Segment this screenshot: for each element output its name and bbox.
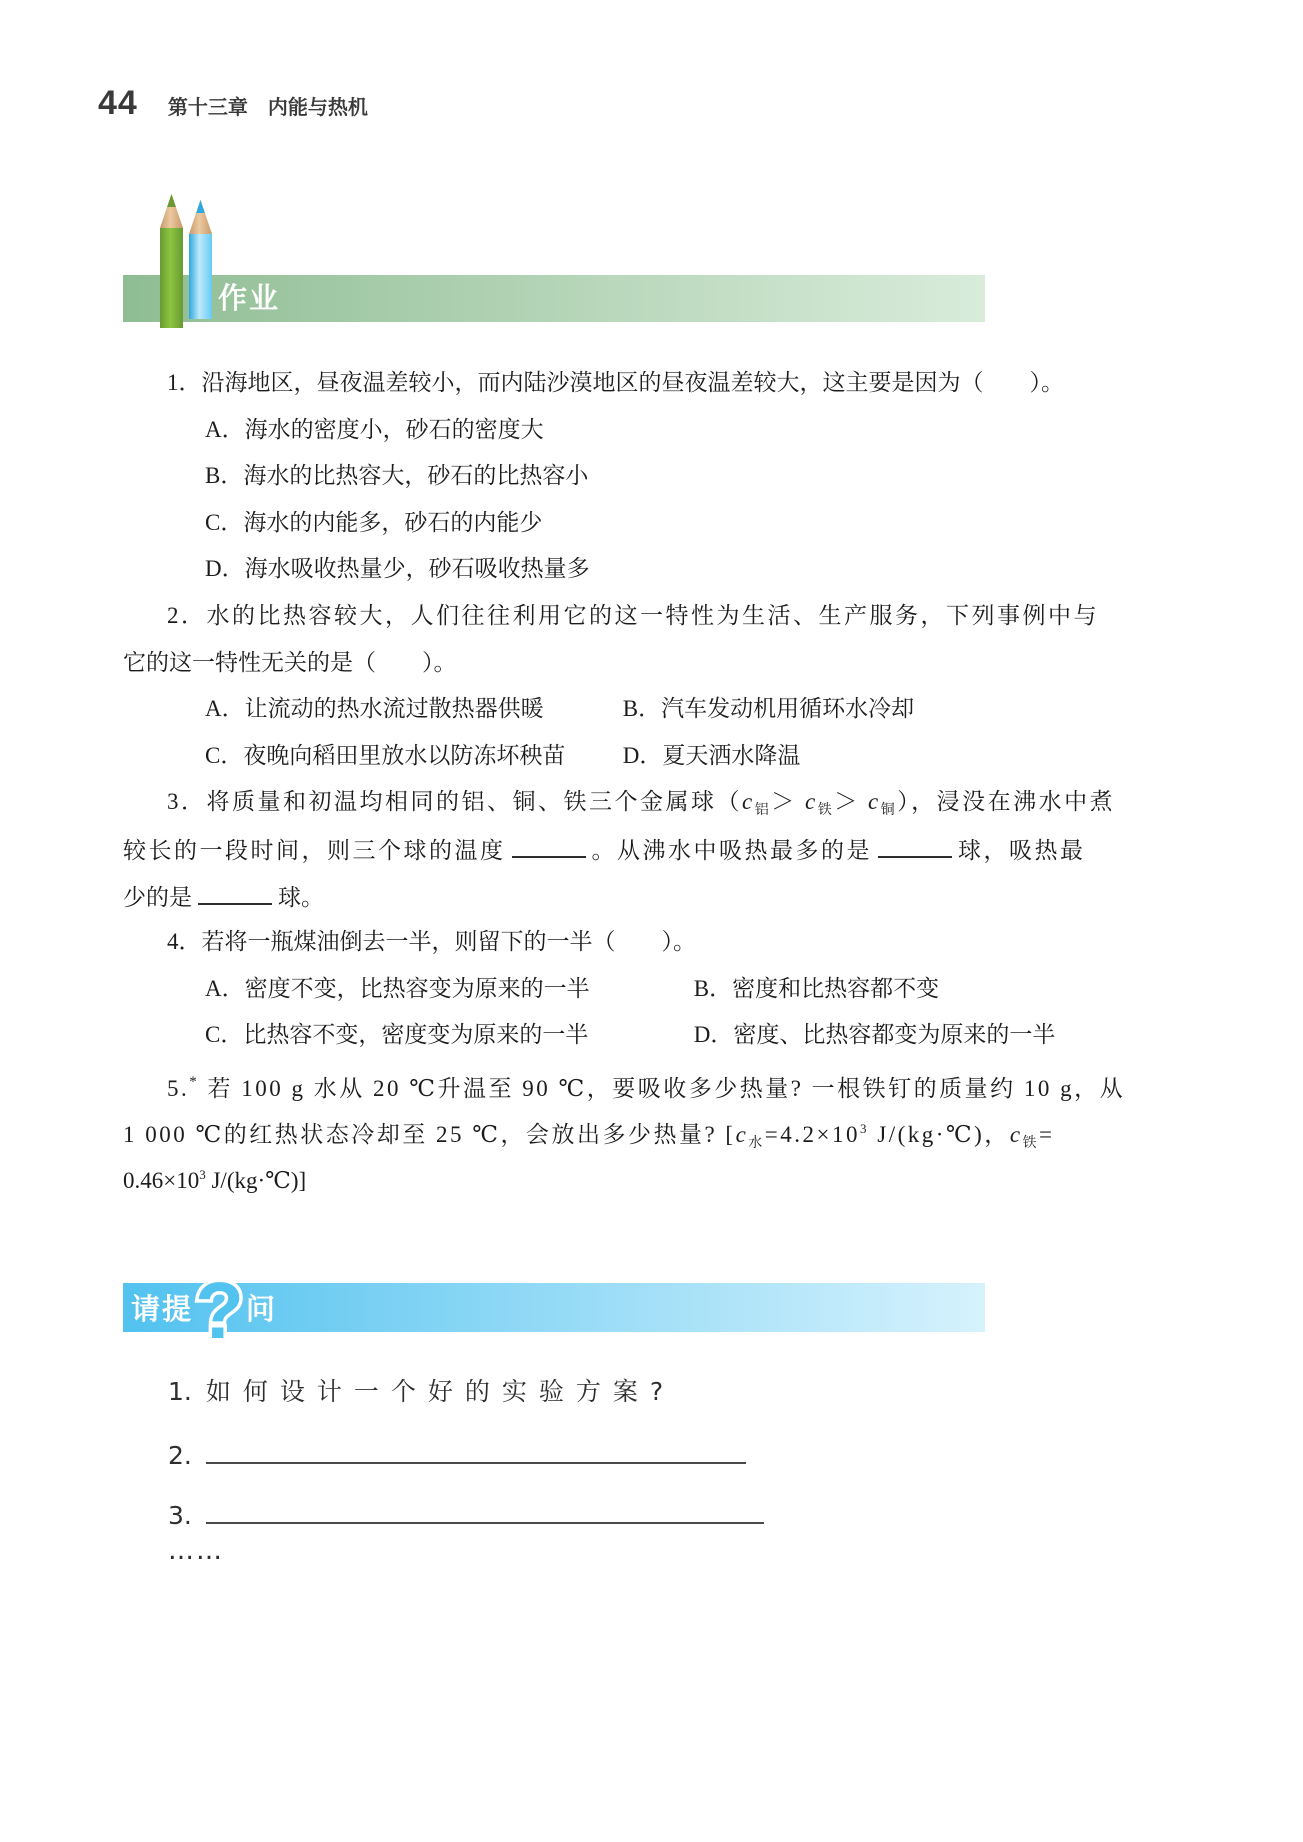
ask-banner-left: 请提	[131, 1294, 194, 1326]
symbol-c: c	[1009, 1121, 1023, 1147]
ask-item-2-number: 2.	[168, 1441, 192, 1470]
q2-stem-line1: 2．水的比热容较大，人们往往利用它的这一特性为生活、生产服务，下列事例中与	[167, 602, 1099, 628]
q5-text: 1 000 ℃的红热状态冷却至 25 ℃，会放出多少热量? [	[123, 1121, 736, 1147]
ask-item-1-text: 如何设计一个好的实验方案?	[205, 1377, 676, 1406]
homework-body	[123, 360, 1198, 1199]
subscript-water: 水	[748, 1135, 765, 1151]
homework-banner	[123, 275, 985, 322]
ask-item-3	[168, 1488, 764, 1532]
q5-text: 0.46×10	[123, 1168, 200, 1194]
symbol-c: c	[735, 1121, 749, 1147]
q2-option-a: A．让流动的热水流过散热器供暖	[205, 696, 544, 722]
green-pencil-icon	[160, 194, 183, 328]
q1-option-c: C．海水的内能多，砂石的内能少	[205, 509, 543, 535]
blank-line	[198, 873, 272, 905]
ask-question-banner: 请提 ? 问	[123, 1283, 985, 1332]
q5-line1	[123, 1059, 1198, 1106]
subscript-cu: 铜	[880, 803, 898, 819]
q3-text: 。从沸水中吸热最多的是	[591, 837, 872, 863]
q1-option-b: B．海水的比热容大，砂石的比热容小	[205, 463, 589, 489]
ellipsis: ……	[168, 1536, 224, 1566]
q1-option-d: D．海水吸收热量少，砂石吸收热量多	[205, 556, 590, 582]
q5-text: J/(kg·℃)]	[205, 1168, 307, 1194]
symbol-c: c	[742, 789, 755, 815]
q3-line1	[123, 779, 1198, 826]
blank-line	[512, 826, 586, 858]
q4-options-cd	[123, 1012, 1198, 1059]
q2-options-cd	[123, 733, 1198, 780]
ask-item-2	[168, 1428, 746, 1472]
ask-banner-right: 问	[245, 1294, 277, 1326]
q5-line2	[123, 1106, 1198, 1153]
q5-text: =	[1039, 1121, 1055, 1147]
q1-option-a: A．海水的密度小，砂石的密度大	[205, 416, 544, 442]
page-number: 44	[98, 84, 138, 122]
homework-banner-label: 作业	[218, 283, 281, 315]
q4-options-ab	[123, 966, 1198, 1013]
q3-text: 少的是	[123, 884, 192, 910]
q5-text: J/(kg·℃)，	[869, 1121, 1010, 1147]
q3-text: 3．将质量和初温均相同的铝、铜、铁三个金属球（	[167, 789, 742, 815]
superscript-3: 3	[199, 1167, 206, 1183]
q3-line3	[123, 873, 1198, 920]
q4-option-c: C．比热容不变，密度变为原来的一半	[205, 1022, 589, 1048]
q5-line3	[123, 1152, 1198, 1199]
q4-stem: 4．若将一瓶煤油倒去一半，则留下的一半（ ）。	[167, 929, 696, 955]
q4-option-b: B．密度和比热容都不变	[693, 975, 940, 1001]
q5-text: =4.2×10	[764, 1121, 860, 1147]
chapter-title: 第十三章 内能与热机	[167, 97, 368, 119]
superscript-3: 3	[860, 1120, 869, 1136]
greater-than: ＞	[834, 789, 868, 815]
q2-option-c: C．夜晚向稻田里放水以防冻坏秧苗	[205, 742, 566, 768]
q2-stem-line2: 它的这一特性无关的是（ ）。	[123, 649, 457, 675]
blank-line	[206, 1488, 764, 1524]
ask-item-1	[168, 1370, 675, 1414]
symbol-c: c	[804, 789, 818, 815]
subscript-al: 铝	[754, 803, 772, 819]
q3-text: 较长的一段时间，则三个球的温度	[123, 837, 506, 863]
symbol-c: c	[867, 789, 881, 815]
page-header	[98, 84, 368, 123]
q2-options-ab	[123, 686, 1198, 733]
q4-option-d: D．密度、比热容都变为原来的一半	[693, 1022, 1056, 1048]
subscript-fe: 铁	[817, 803, 835, 819]
greater-than: ＞	[771, 789, 805, 815]
q3-text: ），浸没在沸水中煮	[897, 789, 1116, 815]
q3-text: 球。	[278, 884, 324, 910]
blank-line	[206, 1428, 746, 1464]
subscript-iron: 铁	[1022, 1135, 1040, 1151]
q1-stem: 1．沿海地区，昼夜温差较小，而内陆沙漠地区的昼夜温差较大，这主要是因为（ ）。	[167, 370, 1064, 395]
q2-option-b: B．汽车发动机用循环水冷却	[622, 696, 915, 722]
q3-line2	[123, 826, 1198, 873]
blue-pencil-icon	[189, 200, 212, 319]
q4-option-a: A．密度不变，比热容变为原来的一半	[205, 975, 590, 1001]
ask-item-3-number: 3.	[168, 1501, 192, 1530]
asterisk: *	[189, 1073, 200, 1090]
blank-line	[878, 826, 952, 858]
q5-text: 若 100 g 水从 20 ℃升温至 90 ℃，要吸收多少热量? 一根铁钉的质量约 10 g，从	[207, 1075, 1126, 1101]
q3-text: 球，吸热最	[958, 837, 1086, 863]
q5-number: 5.	[167, 1075, 190, 1101]
ask-item-1-number: 1.	[168, 1377, 192, 1406]
q2-option-d: D．夏天洒水降温	[622, 742, 801, 768]
